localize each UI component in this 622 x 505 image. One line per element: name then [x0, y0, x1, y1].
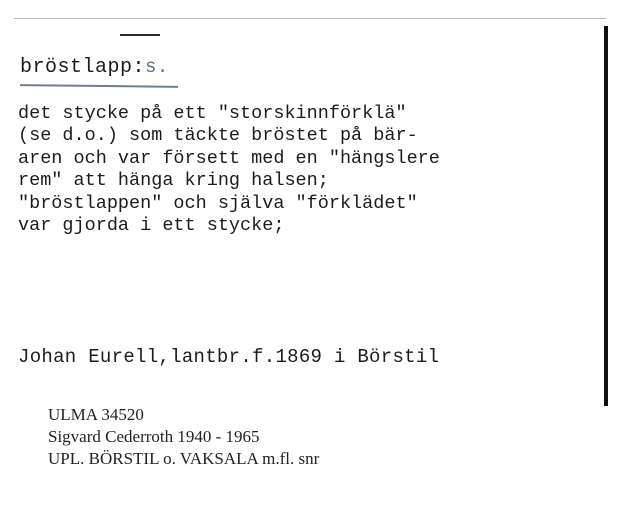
- definition-line: "bröstlappen" och själva "förklädet": [18, 192, 418, 214]
- card-top-border: [14, 18, 606, 19]
- card-top-mark: [120, 34, 160, 36]
- archive-block: [48, 404, 319, 470]
- definition-line: det stycke på ett "storskinnförklä": [18, 103, 407, 124]
- headword-pos: s.: [145, 56, 169, 78]
- definition-line: var gjorda i ett stycke;: [18, 215, 285, 237]
- archive-location: UPL. BÖRSTIL o. VAKSALA m.fl. snr: [48, 449, 320, 468]
- definition-line: rem" att hänga kring halsen;: [18, 170, 329, 192]
- headword-text: bröstlapp:: [20, 56, 146, 79]
- informant-line: Johan Eurell,lantbr.f.1869 i Börstil: [18, 346, 440, 368]
- archive-id: ULMA 34520: [48, 405, 144, 424]
- headword-underline: [20, 84, 178, 88]
- headword: [20, 56, 169, 79]
- definition-line: (se d.o.) som täckte bröstet på bär-: [18, 125, 418, 147]
- definition-text: [18, 103, 440, 237]
- definition-line: aren och var försett med en "hängslere: [18, 147, 440, 169]
- archive-collector: Sigvard Cederroth 1940 - 1965: [48, 427, 260, 446]
- card-right-edge: [604, 26, 608, 406]
